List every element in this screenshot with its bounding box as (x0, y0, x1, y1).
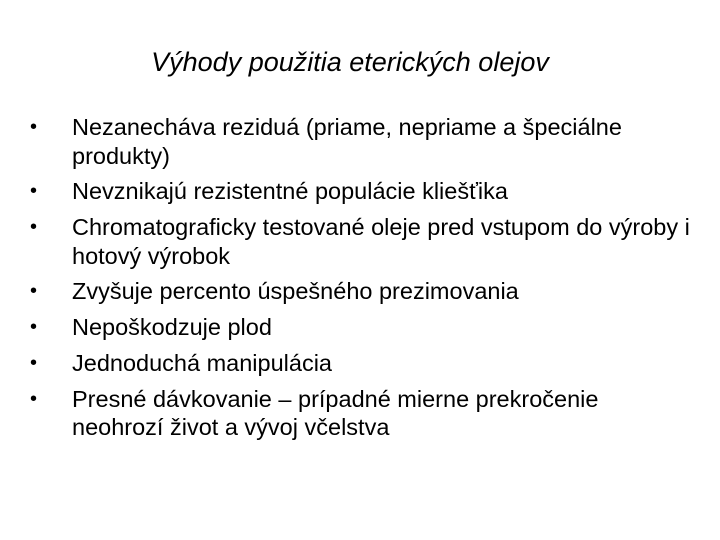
bullet-icon: • (30, 216, 38, 239)
bullet-list (30, 113, 690, 449)
list-item (30, 349, 690, 378)
bullet-text: Chromatograficky testované oleje pred vstupom do výroby i hotový výrobok (72, 214, 690, 269)
bullet-text: Nezanecháva reziduá (priame, nepriame a špeciálne produkty) (72, 114, 622, 169)
bullet-text: Zvyšuje percento úspešného prezimovania (72, 278, 519, 305)
bullet-text: Nepoškodzuje plod (72, 314, 272, 341)
bullet-icon: • (30, 116, 38, 138)
list-item (30, 277, 690, 306)
bullet-icon: • (30, 280, 38, 303)
list-item (30, 313, 690, 342)
bullet-text: Nevznikajú rezistentné populácie kliešťika (72, 178, 508, 205)
bullet-text: Presné dávkovanie – prípadné mierne prekročenie neohrozí život a vývoj včelstva (72, 385, 599, 441)
bullet-icon: • (30, 351, 38, 374)
bullet-text: Jednoduchá manipulácia (72, 349, 332, 376)
bullet-icon: • (30, 387, 38, 410)
bullet-icon: • (30, 316, 38, 339)
list-item (30, 113, 690, 170)
slide-title: Výhody použitia eterických olejov (151, 47, 549, 77)
list-item (30, 213, 690, 270)
list-item (30, 177, 690, 206)
bullet-icon: • (30, 180, 38, 203)
list-item (30, 385, 690, 442)
